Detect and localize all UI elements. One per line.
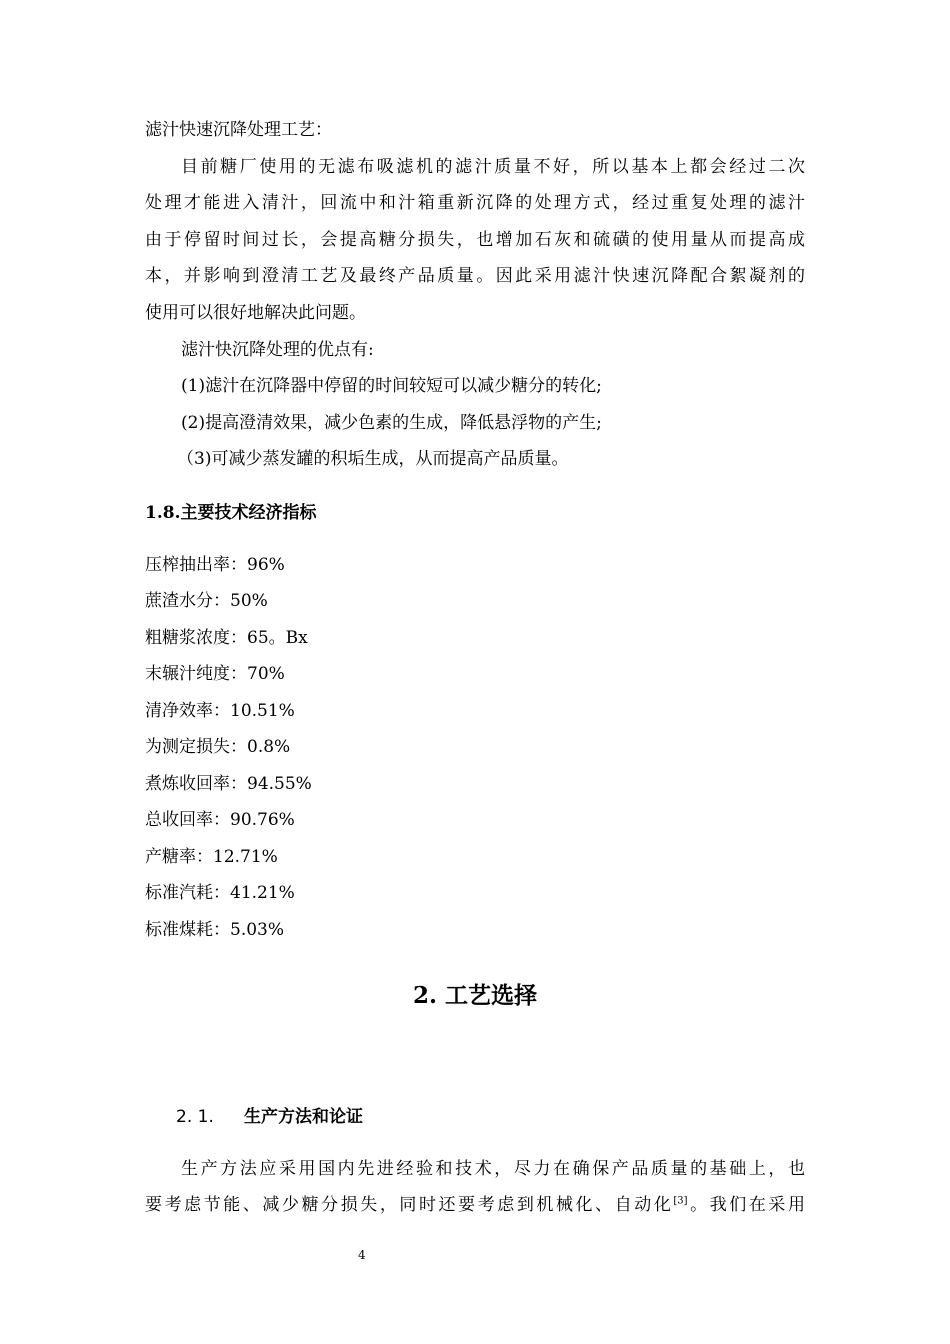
indicator-item: 为测定损失：0.8% [145,737,291,757]
advantage-item: （3)可减少蒸发罐的积垢生成，从而提高产品质量。 [177,449,569,469]
indicator-item: 压榨抽出率：96% [145,555,285,575]
paragraph-text: 。我们在采用 [687,1195,806,1215]
paragraph-line: 由于停留时间过长，会提高糖分损失，也增加石灰和硫磺的使用量从而提高成 [145,230,805,250]
indicator-item: 产糖率：12.71% [145,847,278,867]
subsection-number: 2. 1. [176,1107,214,1127]
subsection-heading [176,1106,363,1128]
paragraph-line: 目前糖厂使用的无滤布吸滤机的滤汁质量不好，所以基本上都会经过二次 [181,157,805,177]
paragraph-line: 处理才能进入清汁，回流中和汁箱重新沉降的处理方式，经过重复处理的滤汁 [145,193,805,213]
indicator-item: 蔗渣水分：50% [145,591,268,611]
paragraph-line: 使用可以很好地解决此问题。 [145,303,366,323]
indicator-item: 末辗汁纯度：70% [145,664,285,684]
section-heading-filter: 滤汁快速沉降处理工艺： [145,120,332,140]
paragraph-text: 要考虑节能、减少糖分损失，同时还要考虑到机械化、自动化 [145,1195,674,1215]
page-number: 4 [358,1248,366,1262]
advantage-item: (1)滤汁在沉降器中停留的时间较短可以减少糖分的转化; [181,376,602,396]
chapter-heading: 2. 工艺选择 [412,982,538,1009]
section-heading-indicators: 1.8.主要技术经济指标 [145,503,317,523]
subsection-title: 生产方法和论证 [244,1107,363,1127]
advantage-item: (2)提高澄清效果，减少色素的生成，降低悬浮物的产生; [181,413,602,433]
paragraph-line [145,1194,805,1216]
indicator-item: 标准煤耗：5.03% [145,920,285,940]
advantages-intro: 滤汁快沉降处理的优点有: [181,340,374,360]
paragraph-line: 本，并影响到澄清工艺及最终产品质量。因此采用滤汁快速沉降配合絮凝剂的 [145,266,805,286]
indicator-item: 总收回率：90.76% [145,810,295,830]
indicator-item: 标准汽耗：41.21% [145,883,295,903]
paragraph-line: 生产方法应采用国内先进经验和技术，尽力在确保产品质量的基础上，也 [181,1159,805,1179]
indicator-item: 煮炼收回率：94.55% [145,774,312,794]
indicator-item: 粗糖浆浓度：65。Bx [145,628,308,648]
indicator-item: 清净效率：10.51% [145,701,295,721]
citation-ref: [3] [673,1195,688,1207]
